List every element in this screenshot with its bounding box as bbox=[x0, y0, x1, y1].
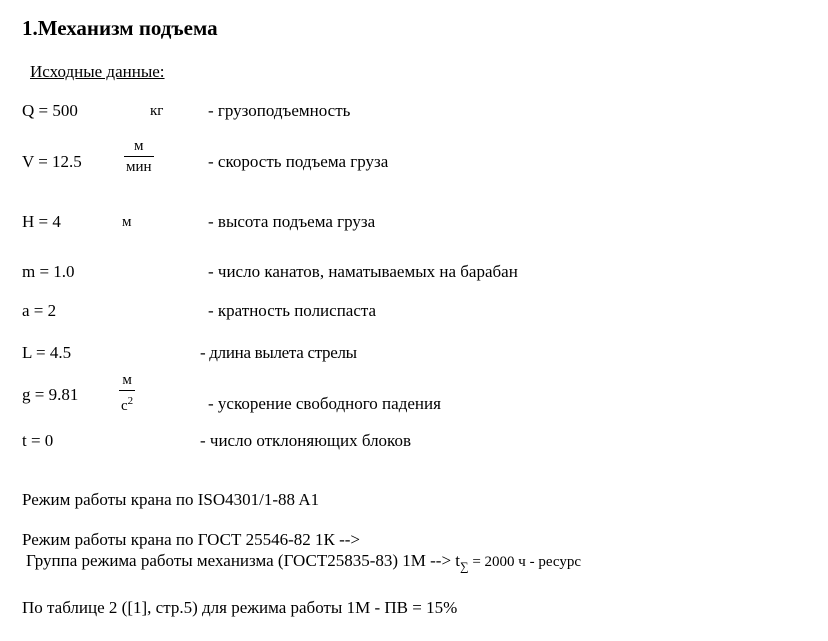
param-t-description: - число отклоняющих блоков bbox=[200, 431, 411, 450]
section-title: 1.Механизм подъема bbox=[22, 16, 218, 40]
param-q-description: - грузоподъемность bbox=[208, 101, 351, 120]
param-l-value: L = 4.5 bbox=[22, 343, 72, 362]
resource-value: = 2000 ч - ресурс bbox=[468, 554, 581, 570]
sum-symbol: ∑ bbox=[460, 559, 469, 574]
param-g-value: g = 9.81 bbox=[22, 385, 79, 404]
param-q-unit: кг bbox=[150, 103, 164, 119]
param-t-value: t = 0 bbox=[22, 431, 54, 450]
param-h-unit: м bbox=[122, 214, 132, 230]
mechanism-group-text: Группа режима работы механизма (ГОСТ25835-83) 1М --> t bbox=[26, 551, 461, 570]
param-q bbox=[22, 101, 78, 121]
param-q-value: Q = 500 bbox=[22, 101, 78, 120]
param-g-unit-denominator: $с^2$ bbox=[121, 395, 134, 414]
param-a-value: a = 2 bbox=[22, 301, 57, 320]
param-m-value: m = 1.0 bbox=[22, 262, 75, 281]
gost-mode-note: Режим работы крана по ГОСТ 25546-82 1К --> bbox=[22, 530, 361, 549]
param-h-value: H = 4 bbox=[22, 212, 61, 231]
param-g-description: - ускорение свободного падения bbox=[208, 394, 441, 413]
param-v-unit-numerator: м bbox=[124, 136, 154, 157]
param-v-unit-denominator: мин bbox=[126, 159, 152, 175]
param-g-unit-numerator: м bbox=[119, 370, 135, 391]
table-reference-note: По таблице 2 ([1], стр.5) для режима работы 1М - ПВ = 15% bbox=[22, 598, 458, 617]
input-data-heading: Исходные данные: bbox=[30, 62, 165, 81]
param-v-description: - скорость подъема груза bbox=[208, 152, 389, 171]
param-l-description: - длина вылета стрелы bbox=[200, 343, 357, 362]
param-a-description: - кратность полиспаста bbox=[208, 301, 377, 320]
param-g-unit bbox=[119, 370, 135, 416]
iso-mode-note: Режим работы крана по ISO4301/1-88 A1 bbox=[22, 490, 320, 509]
mechanism-group-note bbox=[26, 551, 581, 574]
param-v-value: V = 12.5 bbox=[22, 152, 82, 171]
param-m-description: - число канатов, наматываемых на барабан bbox=[208, 262, 518, 281]
param-v-unit bbox=[124, 136, 154, 177]
param-h-description: - высота подъема груза bbox=[208, 212, 376, 231]
